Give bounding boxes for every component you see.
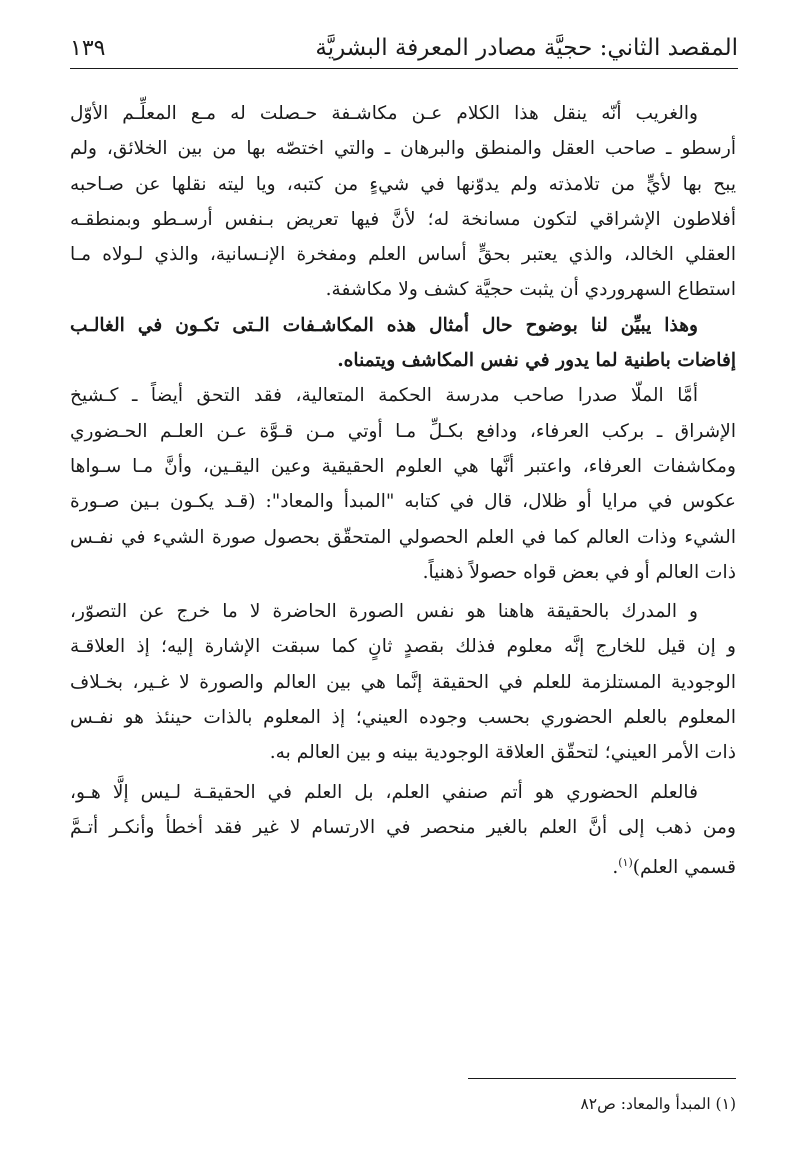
text-line: العقلي الخالد، والذي يعتبر بحقٍّ أساس العلم ومفخرة الإنـسانية، والذي لـولاه مـا — [70, 244, 736, 266]
text-line: و المدرك بالحقيقة هاهنا هو نفس الصورة الحاضرة لا ما خرج عن التصوّر، — [70, 601, 698, 623]
body-text — [70, 96, 736, 886]
page-header — [70, 28, 738, 69]
text-line: ومكاشفات العرفاء، واعتبر أنَّها هي العلوم الحقيقية وعين اليقـين، وأنَّ مـا سـواها — [70, 455, 736, 477]
footnote-divider — [468, 1078, 736, 1079]
text-line: أمَّا الملّا صدرا صاحب مدرسة الحكمة المتعالية، فقد التحق أيضاً ـ كـشيخ — [70, 385, 698, 407]
paragraph-5 — [70, 775, 736, 886]
text-line: المعلوم بالعلم الحضوري بحسب وجوده العيني؛ إذ المعلوم بالذات حينئذ هو نفـس — [70, 707, 736, 729]
text-line: إفاضات باطنية لما يدور في نفس المكاشف ويتمناه. — [337, 350, 736, 372]
text-line: عكوس في مرايا أو ظلال، قال في كتابه "المبدأ والمعاد": (قـد يكـون بـين صـورة — [70, 491, 736, 513]
footnote-marker[interactable]: (١) — [618, 856, 633, 870]
text-line: الإشراق ـ بركب العرفاء، ودافع بكـلِّ مـا أوتي مـن قـوَّة عـن العلـم الحـضوري — [70, 420, 736, 442]
running-title: المقصد الثاني: حجيَّة مصادر المعرفة البشريَّة — [315, 35, 738, 61]
footnote: (١) المبدأ والمعاد: ص٨٢ — [580, 1095, 736, 1113]
text-line: ذات الأمر العيني؛ لتحقّق العلاقة الوجودية بينه و بين العالم به. — [269, 742, 736, 764]
text-line: يبح بها لأيٍّ من تلامذته ولم يدوّنها في شيءٍ من كتبه، ويا ليته نقلها عن صـاحبه — [70, 173, 736, 195]
text-line: أفلاطون الإشراقي لتكون مسانخة له؛ لأنَّ فيها تعريض بـنفس أرسـطو وبمنطقـه — [70, 208, 736, 230]
page-number: ١٣٩ — [70, 35, 106, 61]
text-line: الشيء وذات العالم كما في العلم الحصولي المتحقّق بحصول صورة الشيء في نفـس — [70, 526, 736, 548]
text-line: أرسطو ـ صاحب العقل والمنطق والبرهان ـ والتي اختصّه بها من بين الخلائق، ولم — [70, 138, 736, 160]
text-line: والغريب أنّه ينقل هذا الكلام عـن مكاشـفة حـصلت له مـع المعلِّـم الأوّل — [70, 103, 698, 124]
text-line: استطاع السهروردي أن يثبت حجيَّة كشف ولا مكاشفة. — [325, 279, 736, 301]
text-line: فالعلم الحضوري هو أتم صنفي العلم، بل العلم في الحقيقـة لـيس إلَّا هـو، — [70, 781, 698, 803]
text-line: ومن ذهب إلى أنَّ العلم بالغير منحصر في الارتسام لا غير فقد أخطأ وأنكـر أتـمَّ — [70, 816, 736, 838]
text-line: الوجودية المستلزمة للعلم في الحقيقة إنَّما هي بين العالم والصورة لا غـير، بخـلاف — [70, 671, 736, 693]
paragraph-4 — [70, 594, 736, 770]
text-line: قسمي العلم) — [632, 857, 736, 879]
sentence-end: . — [612, 857, 619, 879]
paragraph-3 — [70, 378, 736, 590]
text-line: وهذا يبيِّن لنا بوضوح حال أمثال هذه المكاشـفات الـتى تكـون في الغالـب — [70, 314, 698, 336]
text-line-with-footnote — [70, 845, 736, 885]
text-line: ذات العالم أو في بعض قواه حصولاً ذهنياً. — [422, 561, 736, 583]
paragraph-1 — [70, 96, 736, 308]
text-line: و إن قيل للخارج إنَّه معلوم فذلك بقصدٍ ثانٍ كما سبقت الإشارة إليه؛ إذ العلاقـة — [70, 636, 736, 658]
paragraph-2-bold — [70, 308, 736, 379]
